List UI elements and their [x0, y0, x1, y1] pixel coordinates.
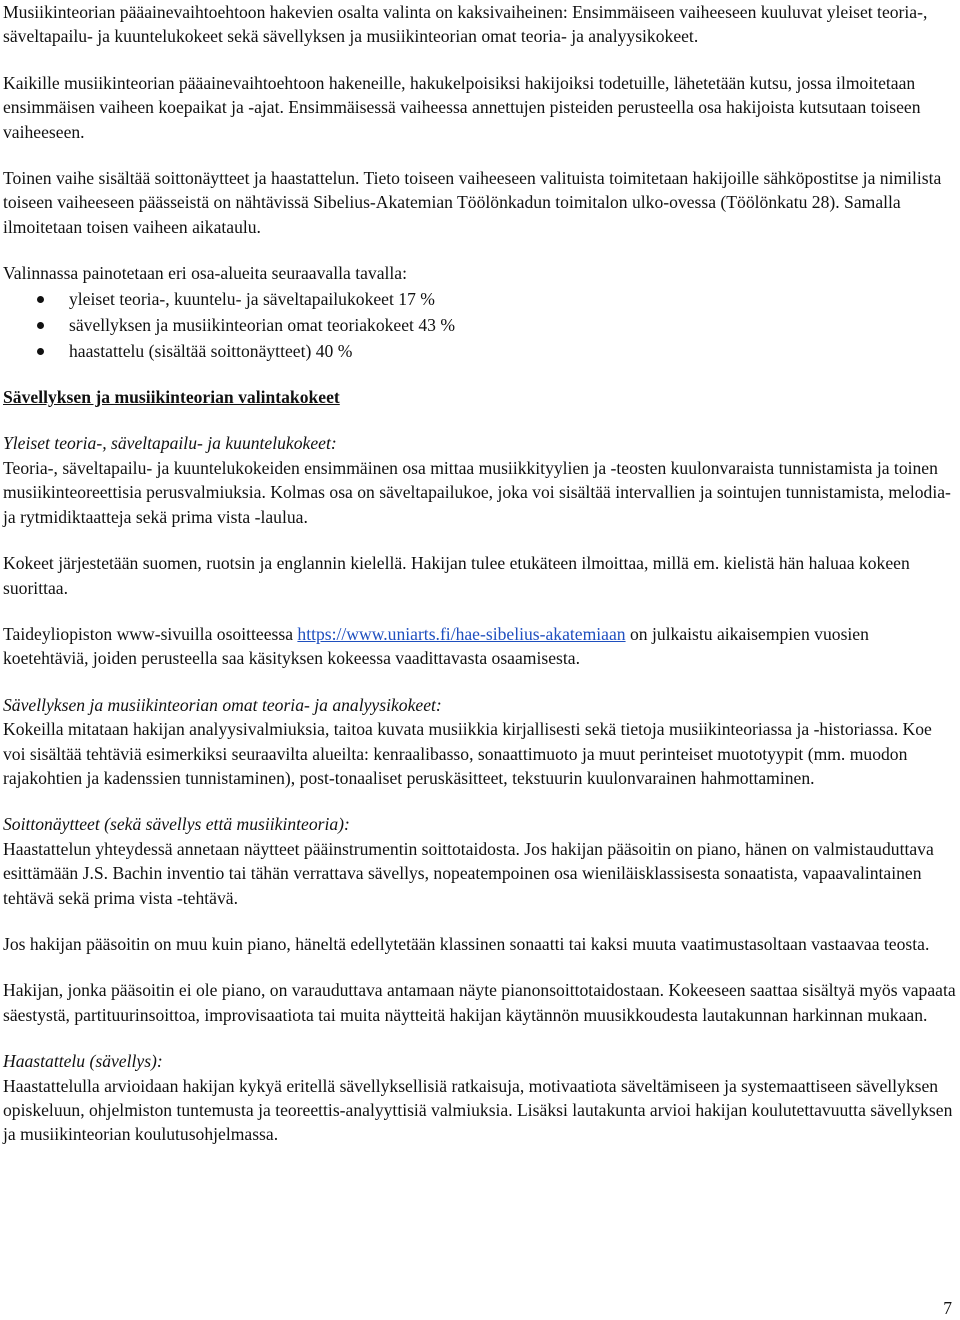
page-number: 7: [943, 1298, 952, 1318]
list-item: [3, 313, 957, 337]
general-tests-subhead: Yleiset teoria-, säveltapailu- ja kuuntelukokeet:: [3, 433, 337, 454]
general-paragraph-1: Teoria-, säveltapailu- ja kuuntelukokeiden ensimmäinen osa mittaa musiikkityylien ja -teosten kuulonvaraista tunnistamista ja toinen musiikinteoreettisia perusvalmiuksia. Kolmas osa on säveltapailukoe, joka voi sisältää intervallien ja sointujen tunnistamista, melodia- ja rytmidiktaatteja sekä prima vista -laulua.: [3, 457, 951, 527]
samples-paragraph-3: Hakijan, jonka pääsoitin ei ole piano, on varauduttava antamaan näyte pianonsoittotaidostaan. Kokeeseen saattaa sisältyä myös vapaata säestystä, partituurinsoittoa, improvisaatiota tai muita näytteitä hakijan käytännön muusikkoudesta lautakunnan harkinnan mukaan.: [3, 980, 956, 1025]
interview-paragraph-1: Haastattelulla arvioidaan hakijan kykyä eritellä sävellyksellisiä ratkaisuja, motivaatiota säveltämiseen ja systemaattiseen sävellyksen opiskeluun, ohjelmiston tuntemusta ja teoreettis-analyyttisiä valmiuksia. Lisäksi lautakunta arvioi hakijan koulutettavuutta sävellyksen ja musiikinteorian koulutusohjelmassa.: [3, 1075, 953, 1145]
interview-section: [3, 1049, 957, 1147]
interview-subhead: Haastattelu (sävellys):: [3, 1051, 163, 1072]
own-paragraph-1: Kokeilla mitataan hakijan analyysivalmiuksia, taitoa kuvata musiikkia kirjallisesti sekä tietoja musiikinteoriassa ja -historiassa. Koe voi sisältää tehtäviä esimerkiksi seuraavilta alueilta: kenraalibasso, sonaattimuoto ja muut perinteiset muototyypit (mm. muodon rajakohtien ja kadenssien tunnistaminen), post-tonaaliset peruskäsitteet, tekstuurin kuulonvarainen hahmottaminen.: [3, 719, 932, 788]
samples-paragraph-1: Haastattelun yhteydessä annetaan näytteet pääinstrumentin soittotaidosta. Jos hakijan pääsoitin on piano, hänen on valmistauduttava esittämään J.S. Bachin inventio tai tähän verrattava sävellys, nopeatempoinen osa wieniläisklassisesta sonaatista, vapaavalintainen tehtävä sekä prima vista -tehtävä.: [3, 838, 934, 908]
list-item: [3, 287, 957, 311]
own-tests-section: [3, 693, 957, 791]
samples-paragraph-2: Jos hakijan pääsoitin on muu kuin piano, häneltä edellytetään klassinen sonaatti tai kaksi muuta vaatimustasoltaan vastaavaa teosta.: [3, 933, 930, 954]
bullet-icon: [37, 322, 44, 329]
intro-paragraph-2: Kaikille musiikinteorian pääainevaihtoehtoon hakeneille, hakukelpoisiksi hakijoiksi todetuille, lähetetään kutsu, jossa ilmoitetaan ensimmäisen vaiheen koepaikat ja -ajat. Ensimmäisessä vaiheessa annettujen pisteiden perusteella osa hakijoista kutsutaan toiseen vaiheeseen.: [3, 72, 921, 142]
weight-text: sävellyksen ja musiikinteorian omat teoriakokeet 43 %: [69, 314, 455, 335]
bullet-icon: [37, 296, 44, 303]
weight-text: yleiset teoria-, kuuntelu- ja säveltapailukokeet 17 %: [69, 288, 435, 309]
general-p3-before: Taideyliopiston www-sivuilla osoitteessa: [3, 623, 298, 644]
general-tests-section: [3, 431, 957, 670]
weights-block: [3, 261, 957, 363]
samples-subhead: Soittonäytteet (sekä sävellys että musiikinteoria):: [3, 814, 350, 835]
own-tests-subhead: Sävellyksen ja musiikinteorian omat teoria- ja analyysikokeet:: [3, 694, 442, 715]
general-paragraph-2: Kokeet järjestetään suomen, ruotsin ja englannin kielellä. Hakijan tulee etukäteen ilmoittaa, millä em. kielistä hän haluaa kokeen suorittaa.: [3, 553, 910, 598]
weights-intro: Valinnassa painotetaan eri osa-alueita seuraavalla tavalla:: [3, 263, 407, 284]
weight-text: haastattelu (sisältää soittonäytteet) 40 %: [69, 340, 353, 361]
bullet-icon: [37, 348, 44, 355]
document-page: [3, 0, 957, 1169]
section-heading: Sävellyksen ja musiikinteorian valintakokeet: [3, 387, 340, 408]
list-item: [3, 339, 957, 363]
general-paragraph-3: [3, 622, 957, 671]
samples-section: [3, 812, 957, 1027]
intro-paragraph-1: Musiikinteorian pääainevaihtoehtoon hakevien osalta valinta on kaksivaiheinen: Ensimmäiseen vaiheeseen kuuluvat yleiset teoria-, säveltapailu- ja kuuntelukokeet sekä sävellyksen ja musiikinteorian omat teoria- ja analyysikokeet.: [3, 2, 928, 47]
general-p3-after: on julkaistu aikaisempien vuosien koetehtäviä, joiden perusteella saa käsityksen kokeessa vaadittavasta osaamisesta.: [3, 623, 869, 669]
uniarts-link[interactable]: https://www.uniarts.fi/hae-sibelius-akatemiaan: [297, 623, 626, 644]
intro-paragraph-3: Toinen vaihe sisältää soittonäytteet ja haastattelun. Tieto toiseen vaiheeseen valituista toimitetaan hakijoille sähköpostitse ja nimilista toiseen vaiheeseen päässeistä on nähtävissä Sibelius-Akatemian Töölönkadun toimitalon ulko-ovessa (Töölönkatu 28). Samalla ilmoitetaan toisen vaiheen aikataulu.: [3, 168, 942, 237]
weights-list: [3, 287, 957, 363]
